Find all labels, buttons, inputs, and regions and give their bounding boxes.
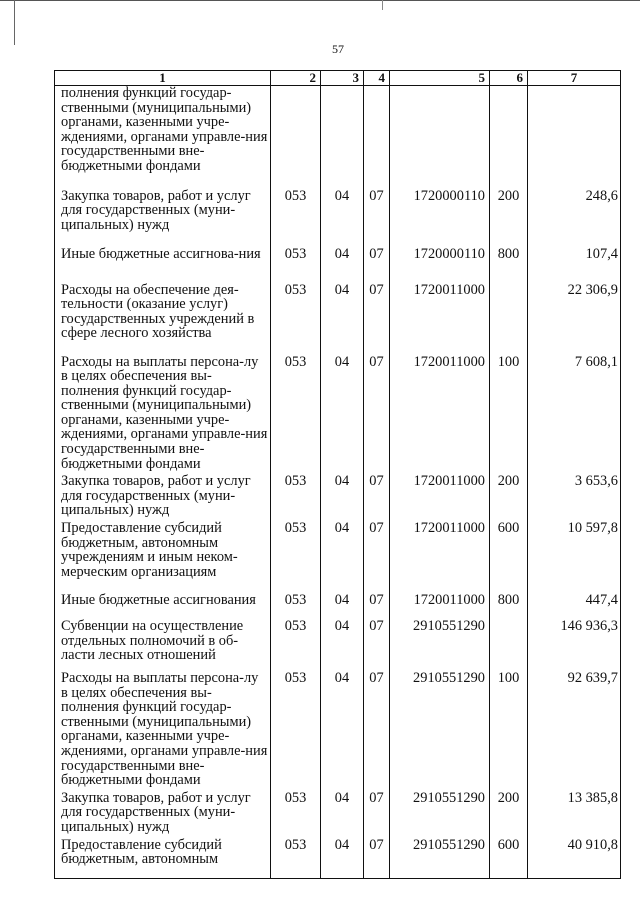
row-target-code: 2910551290 [413, 670, 485, 687]
row-section-code: 04 [334, 520, 350, 537]
row-admin-code: 053 [284, 670, 307, 687]
row-amount: 10 597,8 [567, 520, 618, 537]
row-subsection-code: 07 [369, 353, 384, 370]
header-col-5: 5 [390, 71, 490, 86]
row-name: полнения функций государ-ственными (муниципальными) органами, казенными учре-ждениями, органами управле-ния государственными вне-бюджетными фондами [61, 85, 268, 174]
scan-edge-left [14, 0, 15, 45]
row-subsection-code: 07 [369, 670, 384, 687]
row-name: Закупка товаров, работ и услуг для государственных (муни-ципальных) нужд [61, 473, 251, 519]
row-section-code: 04 [334, 353, 350, 370]
row-admin-code: 053 [284, 789, 307, 806]
table-row [55, 186, 621, 244]
row-subsection-code: 07 [369, 789, 384, 806]
table-row [55, 835, 621, 879]
row-expense-type: 200 [497, 187, 520, 204]
header-col-3: 3 [321, 71, 364, 86]
row-subsection-code: 07 [369, 836, 384, 853]
row-amount: 3 653,6 [574, 473, 618, 490]
row-section-code: 04 [334, 670, 350, 687]
row-section-code: 04 [334, 592, 350, 609]
row-subsection-code: 07 [369, 520, 384, 537]
row-amount: 7 608,1 [574, 353, 618, 370]
row-admin-code: 053 [284, 618, 307, 635]
row-name: Расходы на выплаты персона-лу в целях обеспечения вы-полнения функций государ-ственными (муниципальными) органами, казенными учре-ждениями, органами управле-ния государственными вне-бюджетными фондами [61, 670, 268, 789]
row-target-code: 2910551290 [413, 789, 485, 806]
budget-table [54, 70, 621, 879]
header-col-2: 2 [271, 71, 321, 86]
table-row [55, 788, 621, 835]
row-section-code: 04 [334, 836, 350, 853]
row-subsection-code: 07 [369, 473, 384, 490]
row-target-code: 1720000110 [413, 245, 485, 262]
row-amount: 107,4 [585, 245, 618, 262]
scan-edge-top [0, 0, 640, 1]
row-section-code: 04 [334, 281, 350, 298]
row-expense-type: 100 [497, 353, 520, 370]
table-row [55, 616, 621, 668]
row-name: Предоставление субсидий бюджетным, автономным учреждениям и иным неком-мерческим организациям [61, 520, 238, 580]
row-name: Расходы на обеспечение дея-тельности (оказание услуг) государственных учреждений в сфере лесного хозяйства [61, 281, 255, 342]
table-body [55, 86, 621, 879]
row-name: Субвенции на осуществление отдельных полномочий в об-ласти лесных отношений [61, 618, 244, 664]
row-section-code: 04 [334, 187, 350, 204]
row-expense-type: 100 [497, 670, 520, 687]
row-admin-code: 053 [284, 592, 307, 609]
row-subsection-code: 07 [369, 245, 384, 262]
table-row [55, 352, 621, 472]
row-name: Иные бюджетные ассигнования [61, 592, 256, 609]
row-subsection-code: 07 [369, 187, 384, 204]
row-amount: 13 385,8 [567, 789, 618, 806]
row-admin-code: 053 [284, 520, 307, 537]
row-amount: 22 306,9 [567, 281, 618, 298]
table-row [55, 86, 621, 186]
row-expense-type: 200 [497, 473, 520, 490]
row-subsection-code: 07 [369, 281, 384, 298]
row-amount: 447,4 [585, 592, 618, 609]
row-amount: 146 936,3 [560, 618, 618, 635]
row-name: Закупка товаров, работ и услуг для государственных (муни-ципальных) нужд [61, 187, 251, 233]
row-section-code: 04 [334, 789, 350, 806]
scan-edge-mark [382, 0, 383, 10]
row-section-code: 04 [334, 473, 350, 490]
row-target-code: 2910551290 [413, 836, 485, 853]
table-row [55, 280, 621, 352]
header-col-6: 6 [490, 71, 528, 86]
table-header-row [55, 71, 621, 86]
row-admin-code: 053 [284, 281, 307, 298]
row-target-code: 1720011000 [413, 473, 485, 490]
row-target-code: 2910551290 [413, 618, 485, 635]
table-row [55, 668, 621, 788]
page-number: 57 [332, 42, 344, 56]
row-name: Предоставление субсидий бюджетным, автономным [61, 836, 222, 868]
header-col-1: 1 [55, 71, 271, 86]
row-target-code: 1720000110 [413, 187, 485, 204]
row-target-code: 1720011000 [413, 281, 485, 298]
row-subsection-code: 07 [369, 618, 384, 635]
row-amount: 248,6 [585, 187, 618, 204]
row-subsection-code: 07 [369, 592, 384, 609]
row-expense-type: 600 [497, 836, 520, 853]
row-name: Расходы на выплаты персона-лу в целях обеспечения вы-полнения функций государ-ственными (муниципальными) органами, казенными учре-ждениями, органами управле-ния государственными вне-бюджетными фондами [61, 353, 268, 472]
row-expense-type: 800 [497, 592, 520, 609]
header-col-4: 4 [364, 71, 390, 86]
table-row [55, 471, 621, 518]
table-row [55, 590, 621, 616]
row-admin-code: 053 [284, 836, 307, 853]
header-col-7: 7 [528, 71, 621, 86]
row-admin-code: 053 [284, 473, 307, 490]
row-amount: 92 639,7 [567, 670, 618, 687]
row-target-code: 1720011000 [413, 353, 485, 370]
table-row [55, 518, 621, 590]
row-admin-code: 053 [284, 353, 307, 370]
table-row [55, 244, 621, 280]
row-expense-type: 800 [497, 245, 520, 262]
row-section-code: 04 [334, 245, 350, 262]
row-expense-type: 200 [497, 789, 520, 806]
row-expense-type: 600 [497, 520, 520, 537]
row-admin-code: 053 [284, 187, 307, 204]
row-admin-code: 053 [284, 245, 307, 262]
row-amount: 40 910,8 [567, 836, 618, 853]
row-name: Иные бюджетные ассигнова-ния [61, 245, 261, 262]
row-target-code: 1720011000 [413, 592, 485, 609]
row-section-code: 04 [334, 618, 350, 635]
row-name: Закупка товаров, работ и услуг для государственных (муни-ципальных) нужд [61, 789, 251, 835]
row-target-code: 1720011000 [413, 520, 485, 537]
